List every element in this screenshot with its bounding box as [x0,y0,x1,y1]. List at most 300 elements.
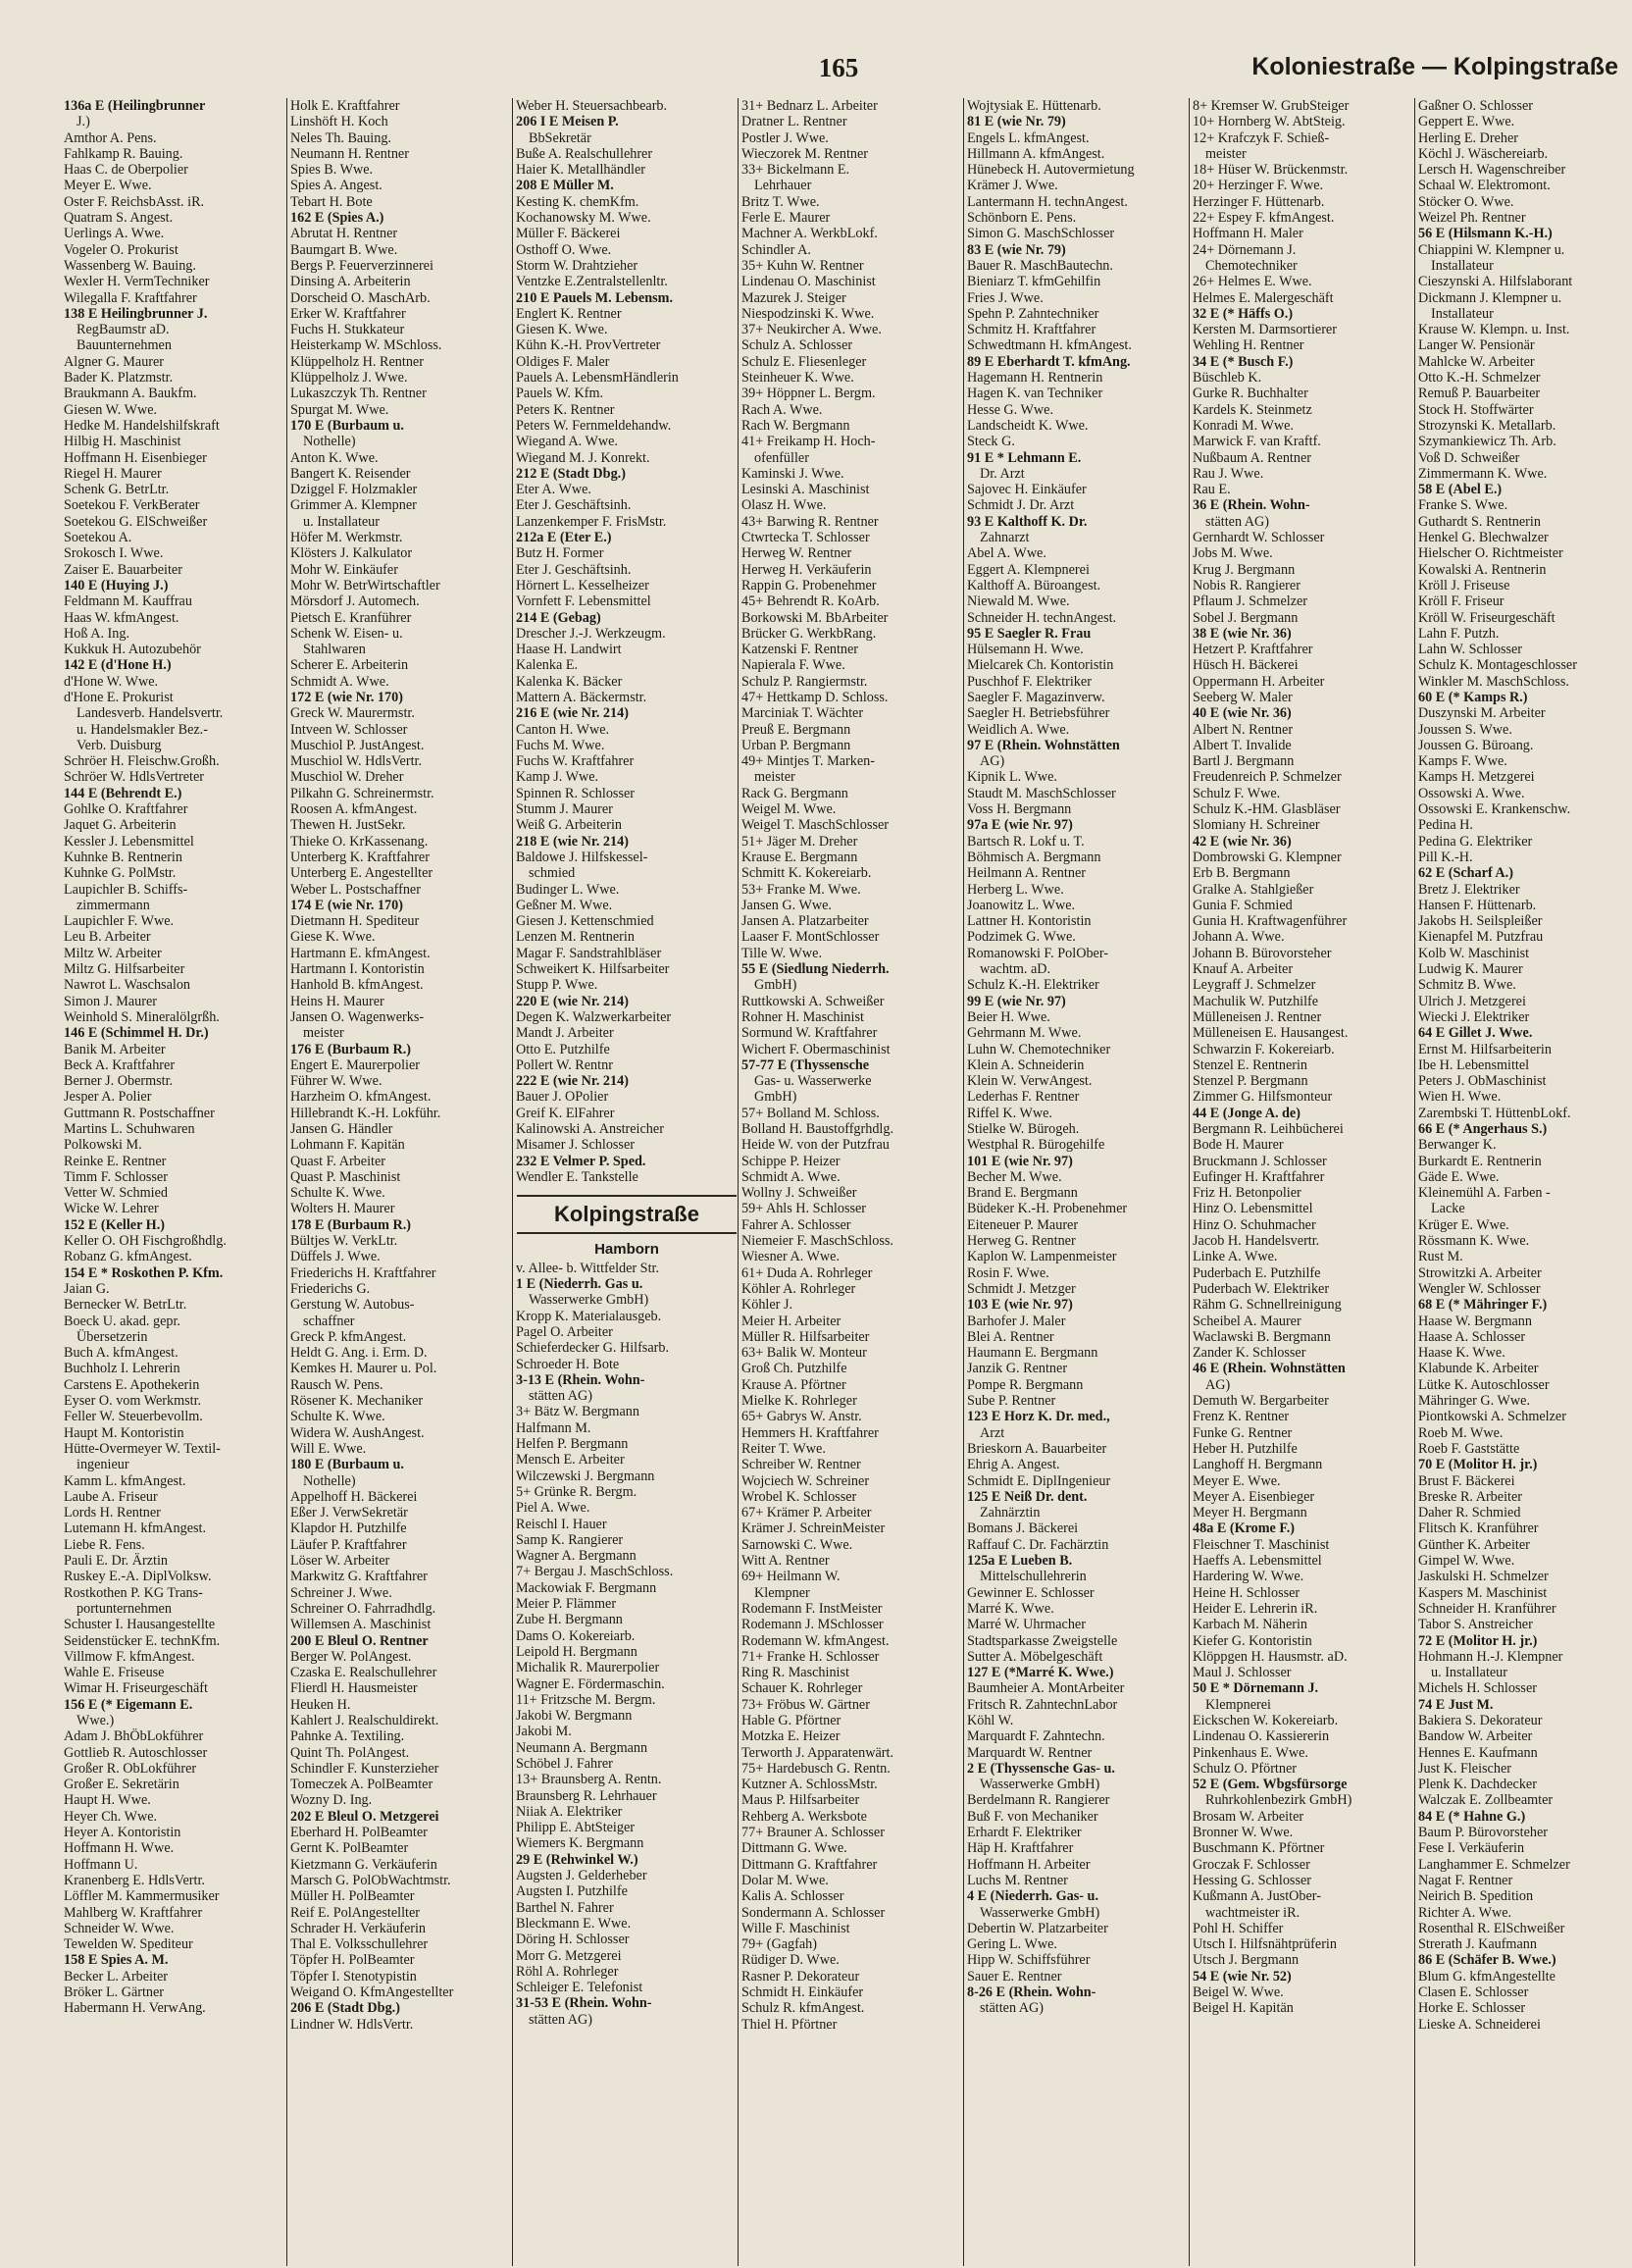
resident-entry: Haas W. kfmAngest. [64,609,179,626]
resident-entry: Nothelle) [303,1472,356,1489]
resident-entry: Just K. Fleischer [1418,1760,1511,1777]
resident-entry: Kessler J. Lebensmittel [64,833,194,850]
resident-entry: Mörsdorf J. Automech. [290,593,420,610]
resident-entry: Pedina G. Elektriker [1418,833,1533,850]
resident-entry: Baumgart B. Wwe. [290,241,398,258]
resident-entry: Tewelden W. Spediteur [64,1936,193,1953]
resident-entry: Marwick F. van Kraftf. [1193,434,1321,450]
resident-entry: Gunia H. Kraftwagenführer [1193,913,1348,930]
house-number-entry: 48a E (Krome F.) [1193,1521,1296,1537]
resident-entry: Puschhof F. Elektriker [967,673,1092,690]
resident-entry: Weigel T. MaschSchlosser [741,817,890,834]
resident-entry: Rach W. Bergmann [741,417,850,434]
resident-entry: Baldowe J. Hilfskessel- [516,849,648,865]
house-number-entry: 60 E (* Kamps R.) [1418,689,1528,705]
resident-entry: Baumheier A. MontArbeiter [967,1680,1125,1697]
resident-entry: Marsch G. PolObWachtmstr. [290,1872,451,1888]
house-number-entry: 158 E Spies A. M. [64,1952,169,1969]
resident-entry: Spies B. Wwe. [290,162,374,179]
resident-entry: Hanhold B. kfmAngest. [290,977,424,994]
resident-entry: Soetekou G. ElSchweißer [64,513,208,530]
resident-entry: Lahn F. Putzh. [1418,625,1500,642]
resident-entry: Erb B. Bergmann [1193,865,1291,882]
resident-entry: Tabor S. Anstreicher [1418,1617,1533,1633]
resident-entry: Schwarzin F. Kokereiarb. [1193,1041,1335,1057]
resident-entry: Jakobi W. Bergmann [516,1708,633,1725]
house-number-entry: 144 E (Behrendt E.) [64,785,182,801]
resident-entry: Ulrich J. Metzgerei [1418,993,1526,1009]
resident-entry: Ferle E. Maurer [741,210,831,227]
resident-entry: Debertin W. Platzarbeiter [967,1920,1108,1936]
resident-entry: Eter J. Geschäftsinh. [516,497,632,514]
resident-entry: Kukkuk H. Autozubehör [64,642,201,658]
resident-entry: Frenz K. Rentner [1193,1409,1290,1425]
resident-entry: Klein A. Schneiderin [967,1057,1085,1073]
resident-entry: Dr. Arzt [980,465,1025,482]
resident-entry: Reischl I. Hauer [516,1516,607,1532]
resident-entry: Stumm J. Maurer [516,801,613,818]
resident-entry: Soetekou F. VerkBerater [64,497,200,514]
resident-entry: Burkardt E. Rentnerin [1418,1153,1542,1169]
resident-entry: 53+ Franke M. Wwe. [741,881,861,898]
resident-entry: Eßer J. VerwSekretär [290,1505,408,1521]
house-number-entry: 42 E (wie Nr. 36) [1193,833,1292,850]
resident-entry: Schulz R. kfmAngest. [741,2000,865,2017]
resident-entry: Zube H. Bergmann [516,1612,623,1628]
resident-entry: Voss H. Bergmann [967,801,1072,818]
resident-entry: Schneider H. Kranführer [1418,1600,1556,1617]
resident-entry: Villmow F. kfmAngest. [64,1648,195,1665]
resident-entry: Reiter T. Wwe. [741,1440,826,1457]
resident-entry: 13+ Braunsberg A. Rentn. [516,1772,662,1788]
resident-entry: Lindenau O. Maschinist [741,274,876,290]
resident-entry: Puderbach E. Putzhilfe [1193,1264,1321,1281]
resident-entry: Büdeker K.-H. Probenehmer [967,1201,1128,1217]
resident-entry: Meier P. Flämmer [516,1596,617,1613]
resident-entry: Stupp P. Wwe. [516,977,598,994]
resident-entry: Dinsing A. Arbeiterin [290,274,411,290]
resident-entry: Muschiol P. JustAngest. [290,737,425,753]
resident-entry: Langer W. Pensionär [1418,337,1535,354]
resident-entry: Wendler E. Tankstelle [516,1168,638,1185]
resident-entry: Bartsch R. Lokf u. T. [967,833,1085,850]
resident-entry: Quast P. Maschinist [290,1168,401,1185]
resident-entry: Albert N. Rentner [1193,721,1294,738]
resident-entry: Schulz F. Wwe. [1193,785,1281,801]
house-number-entry: 74 E Just M. [1418,1696,1494,1713]
resident-entry: Freudenreich P. Schmelzer [1193,769,1342,786]
resident-entry: Kardels K. Steinmetz [1193,401,1312,418]
house-number-entry: 218 E (wie Nr. 214) [516,833,629,850]
resident-entry: meister [1205,145,1247,162]
resident-entry: 33+ Bickelmann E. [741,162,850,179]
resident-entry: wachtmeister iR. [1205,1904,1300,1921]
resident-entry: Laaser F. MontSchlosser [741,929,880,946]
resident-entry: Napierala F. Wwe. [741,657,845,674]
resident-entry: Tebart H. Bote [290,193,373,210]
resident-entry: Lohmann F. Kapitän [290,1137,405,1154]
resident-entry: Fahlkamp R. Bauing. [64,145,183,162]
resident-entry: Ruhrkohlenbezirk GmbH) [1205,1792,1352,1809]
resident-entry: Schwedtmann H. kfmAngest. [967,337,1132,354]
resident-entry: Berwanger K. [1418,1137,1497,1154]
resident-entry: Gunia F. Schmied [1193,897,1293,913]
resident-entry: Mazurek J. Steiger [741,289,846,306]
resident-entry: 12+ Krafczyk F. Schieß- [1193,129,1330,146]
resident-entry: Ossowski E. Krankenschw. [1418,801,1571,818]
resident-entry: Bolland H. Baustoffgrhdlg. [741,1121,894,1137]
resident-entry: Stielke W. Bürogeh. [967,1121,1080,1137]
resident-entry: Hohmann H.-J. Klempner [1418,1648,1563,1665]
house-number-entry: 154 E * Roskothen P. Kfm. [64,1264,224,1281]
resident-entry: Haumann E. Bergmann [967,1345,1098,1362]
resident-entry: Bartl J. Bergmann [1193,753,1295,770]
resident-entry: Löffler M. Kammermusiker [64,1888,220,1905]
resident-entry: Bergs P. Feuerverzinnerei [290,257,434,274]
resident-entry: Dittmann G. Wwe. [741,1840,847,1857]
resident-entry: Lindner W. HdlsVertr. [290,2016,414,2033]
resident-entry: schmied [529,865,576,882]
resident-entry: Gewinner E. Schlosser [967,1584,1095,1601]
resident-entry: Mensch E. Arbeiter [516,1452,625,1469]
resident-entry: Barthel N. Fahrer [516,1899,614,1916]
directory-column [1189,98,1417,2266]
resident-entry: Wojciech W. Schreiner [741,1472,870,1489]
resident-entry: Friz H. Betonpolier [1193,1185,1301,1202]
resident-entry: Simon G. MaschSchlosser [967,226,1115,242]
street-section-heading: Kolpingstraße [517,1195,737,1234]
district-heading: Hamborn [594,1241,659,1259]
resident-entry: Jesper A. Polier [64,1089,152,1106]
resident-entry: stätten AG) [529,1388,593,1405]
resident-entry: Storm W. Drahtzieher [516,257,638,274]
resident-entry: Krämer J. Wwe. [967,178,1058,194]
resident-entry: Schauer K. Rohrleger [741,1680,863,1697]
resident-entry: Jansen G. Händler [290,1121,393,1137]
resident-entry: Voß D. Schweißer [1418,449,1520,466]
resident-entry: Leipold H. Bergmann [516,1643,638,1660]
resident-entry: Weber H. Steuersachbearb. [516,98,668,114]
resident-entry: Dorscheid O. MaschArb. [290,289,431,306]
resident-entry: Herberg L. Wwe. [967,881,1064,898]
resident-entry: Miltz W. Arbeiter [64,945,162,961]
resident-entry: Willemsen A. Maschinist [290,1617,432,1633]
house-number-entry: 56 E (Hilsmann K.-H.) [1418,226,1553,242]
resident-entry: Drescher J.-J. Werkzeugm. [516,625,666,642]
resident-entry: Wiemers K. Bergmann [516,1835,644,1852]
house-number-entry: 172 E (wie Nr. 170) [290,689,403,705]
resident-entry: v. Allee- b. Wittfelder Str. [516,1260,660,1276]
resident-entry: Hinz O. Lebensmittel [1193,1201,1313,1217]
house-number-entry: 84 E (* Hahne G.) [1418,1808,1526,1825]
resident-entry: AG) [1205,1376,1231,1393]
resident-entry: Wien H. Wwe. [1418,1089,1502,1106]
resident-entry: Rau J. Wwe. [1193,465,1264,482]
resident-entry: Brust F. Bäckerei [1418,1472,1515,1489]
resident-entry: Bode H. Maurer [1193,1137,1284,1154]
resident-entry: Duszynski M. Arbeiter [1418,705,1546,722]
resident-entry: Halfmann M. [516,1419,591,1436]
resident-entry: Augsten I. Putzhilfe [516,1883,628,1900]
resident-entry: Rössmann K. Wwe. [1418,1233,1530,1250]
resident-entry: Marquardt F. Zahntechn. [967,1728,1105,1745]
resident-entry: Pedina H. [1418,817,1473,834]
resident-entry: Hillebrandt K.-H. Lokführ. [290,1105,441,1121]
resident-entry: Beigel H. Kapitän [1193,2000,1294,2017]
resident-entry: Guttmann R. Postschaffner [64,1105,215,1121]
resident-entry: Amthor A. Pens. [64,129,157,146]
resident-entry: Ludwig K. Maurer [1418,961,1523,978]
resident-entry: Wassenberg W. Bauing. [64,257,196,274]
resident-entry: Spinnen R. Schlosser [516,785,635,801]
resident-entry: Köhler A. Rohrleger [741,1280,856,1297]
resident-entry: Friederichs H. Kraftfahrer [290,1264,436,1281]
resident-entry: Lütke K. Autoschlosser [1418,1376,1550,1393]
resident-entry: Algner G. Maurer [64,353,165,370]
resident-entry: Haier K. Metallhändler [516,162,645,179]
page-number: 165 [818,53,859,82]
house-number-entry: 146 E (Schimmel H. Dr.) [64,1025,209,1042]
resident-entry: Sarnowski C. Wwe. [741,1536,853,1553]
resident-entry: Bretz J. Elektriker [1418,881,1520,898]
resident-entry: Hoffmann H. Wwe. [64,1840,175,1857]
resident-entry: Ernst M. Hilfsarbeiterin [1418,1041,1552,1057]
resident-entry: Schaal W. Elektromont. [1418,178,1551,194]
resident-entry: Haupt H. Wwe. [64,1792,151,1809]
house-number-entry: 123 E Horz K. Dr. med., [967,1409,1110,1425]
resident-entry: Kamps H. Metzgerei [1418,769,1535,786]
resident-entry: Brücker G. WerkbRang. [741,625,877,642]
house-number-entry: 64 E Gillet J. Wwe. [1418,1025,1533,1042]
resident-entry: Schenk G. BetrLtr. [64,482,170,498]
resident-entry: Stöcker O. Wwe. [1418,193,1514,210]
resident-entry: Hütte-Overmeyer W. Textil- [64,1440,221,1457]
resident-entry: Janzik G. Rentner [967,1361,1068,1377]
resident-entry: Berger W. PolAngest. [290,1648,412,1665]
resident-entry: Schmidt A. Wwe. [290,673,389,690]
resident-entry: Gaßner O. Schlosser [1418,98,1534,114]
resident-entry: Ehrig A. Angest. [967,1457,1060,1473]
resident-entry: Podzimek G. Wwe. [967,929,1076,946]
resident-entry: Schneider W. Wwe. [64,1920,175,1936]
resident-entry: Kleinemühl A. Farben - [1418,1185,1551,1202]
resident-entry: Helmes E. Malergeschäft [1193,289,1334,306]
resident-entry: Scheibel A. Maurer [1193,1313,1301,1329]
resident-entry: Lehrhauer [754,178,812,194]
resident-entry: Muschiol W. HdlsVertr. [290,753,422,770]
house-number-entry: 216 E (wie Nr. 214) [516,705,629,722]
resident-entry: Hagen K. van Techniker [967,386,1103,402]
resident-entry: Kahlert J. Realschuldirekt. [290,1712,439,1728]
resident-entry: Kowalski A. Rentnerin [1418,561,1547,578]
resident-entry: Haupt M. Kontoristin [64,1424,184,1441]
resident-entry: Marré W. Uhrmacher [967,1617,1086,1633]
resident-entry: Stahlwaren [303,642,366,658]
resident-entry: Hedke M. Handelshilfskraft [64,417,220,434]
resident-entry: Nawrot L. Waschsalon [64,977,191,994]
resident-entry: Rohner H. Maschinist [741,1008,864,1025]
resident-entry: schaffner [303,1313,355,1329]
resident-entry: Laupichler F. Wwe. [64,913,175,930]
resident-entry: Laube A. Friseur [64,1488,158,1505]
resident-entry: Pahnke A. Textiling. [290,1728,405,1745]
resident-entry: Eufinger H. Kraftfahrer [1193,1168,1325,1185]
resident-entry: meister [754,769,795,786]
resident-entry: Adam J. BhÖbLokführer [64,1728,204,1745]
resident-entry: 26+ Helmes E. Wwe. [1193,274,1312,290]
house-number-entry: 55 E (Siedlung Niederrh. [741,961,890,978]
resident-entry: Führer W. Wwe. [290,1073,382,1090]
resident-entry: Schmidt J. Dr. Arzt [967,497,1075,514]
resident-entry: Vornfett F. Lebensmittel [516,593,651,610]
resident-entry: Appelhoff H. Bäckerei [290,1488,418,1505]
resident-entry: Köhler J. [741,1297,793,1314]
resident-entry: Hillmann A. kfmAngest. [967,145,1105,162]
resident-entry: Steinheuer K. Wwe. [741,370,854,387]
resident-entry: Düffels J. Wwe. [290,1249,381,1265]
resident-entry: Bröker L. Gärtner [64,1984,165,2001]
resident-entry: Michels H. Schlosser [1418,1680,1537,1697]
house-number-entry: 170 E (Burbaum u. [290,417,404,434]
house-number-entry: 125a E Lueben B. [967,1553,1073,1570]
resident-entry: Sormund W. Kraftfahrer [741,1025,878,1042]
resident-entry: Osthoff O. Wwe. [516,241,612,258]
resident-entry: Bauunternehmen [76,337,172,354]
resident-entry: Wagner E. Fördermaschin. [516,1675,665,1692]
resident-entry: Bernecker W. BetrLtr. [64,1297,187,1314]
resident-entry: Pollert W. Rentnr [516,1057,613,1073]
resident-entry: Karbach M. Näherin [1193,1617,1307,1633]
resident-entry: Bakiera S. Dekorateur [1418,1712,1543,1728]
resident-entry: Schulte K. Wwe. [290,1409,385,1425]
house-number-entry: 1 E (Niederrh. Gas u. [516,1276,643,1293]
resident-entry: Oppermann H. Arbeiter [1193,673,1325,690]
resident-entry: Maul J. Schlosser [1193,1665,1292,1681]
resident-entry: Waclawski B. Bergmann [1193,1328,1331,1345]
resident-entry: ofenfüller [754,449,809,466]
resident-entry: 18+ Hüser W. Brückenmstr. [1193,162,1349,179]
house-number-entry: 214 E (Gebag) [516,609,601,626]
resident-entry: Hilbig H. Maschinist [64,434,181,450]
resident-entry: RegBaumstr aD. [76,322,170,338]
resident-entry: Landscheidt K. Wwe. [967,417,1089,434]
resident-entry: Feldmann M. Kauffrau [64,593,192,610]
resident-entry: Will E. Wwe. [290,1440,367,1457]
resident-entry: 49+ Mintjes T. Marken- [741,753,875,770]
resident-entry: Bieniarz T. kfmGehilfin [967,274,1101,290]
resident-entry: Kropp K. Materialausgeb. [516,1308,662,1324]
resident-entry: Nothelle) [303,434,356,450]
resident-entry: Quint Th. PolAngest. [290,1744,410,1761]
resident-entry: Britz T. Wwe. [741,193,820,210]
resident-entry: Kalinowski A. Anstreicher [516,1121,664,1137]
resident-entry: Saegler H. Betriebsführer [967,705,1110,722]
resident-entry: Rüdiger D. Wwe. [741,1952,840,1969]
resident-entry: Klabunde K. Arbeiter [1418,1361,1539,1377]
resident-entry: Piontkowski A. Schmelzer [1418,1409,1566,1425]
directory-column [963,98,1192,2266]
resident-entry: Kaminski J. Wwe. [741,465,844,482]
resident-entry: Uerlings A. Wwe. [64,226,165,242]
resident-entry: Strowitzki A. Arbeiter [1418,1264,1542,1281]
resident-entry: Hesse G. Wwe. [967,401,1053,418]
resident-entry: Quast F. Arbeiter [290,1153,385,1169]
resident-entry: Kaplon W. Lampenmeister [967,1249,1117,1265]
resident-entry: Philipp E. AbtSteiger [516,1820,635,1836]
resident-entry: AG) [980,753,1005,770]
resident-entry: Hoß A. Ing. [64,625,129,642]
resident-entry: Lenzen M. Rentnerin [516,929,635,946]
resident-entry: Weizel Ph. Rentner [1418,210,1526,227]
resident-entry: Berdelmann R. Rangierer [967,1792,1110,1809]
resident-entry: d'Hone E. Prokurist [64,689,174,705]
resident-entry: Bangert K. Reisender [290,465,411,482]
resident-entry: Canton H. Wwe. [516,721,610,738]
resident-entry: Lersch H. Wagenschreiber [1418,162,1566,179]
resident-entry: 51+ Jäger M. Dreher [741,833,858,850]
resident-entry: Bauer J. OPolier [516,1089,609,1106]
resident-entry: Remuß P. Bauarbeiter [1418,386,1541,402]
resident-entry: Tomeczek A. PolBeamter [290,1777,434,1793]
resident-entry: Chemotechniker [1205,257,1298,274]
resident-entry: Hoffmann H. Maler [1193,226,1303,242]
resident-entry: Nußbaum A. Rentner [1193,449,1311,466]
resident-entry: Strerath J. Kaufmann [1418,1936,1537,1953]
resident-entry: Schieferdecker G. Hilfsarb. [516,1340,669,1357]
resident-entry: Boeck U. akad. gepr. [64,1313,180,1329]
house-number-entry: 174 E (wie Nr. 170) [290,897,403,913]
resident-entry: Machner A. WerkbLokf. [741,226,878,242]
resident-entry: Töpfer H. PolBeamter [290,1952,415,1969]
resident-entry: Wiegand A. Wwe. [516,434,618,450]
resident-entry: Feller W. Steuerbevollm. [64,1409,203,1425]
resident-entry: Horke E. Schlosser [1418,2000,1526,2017]
resident-entry: Scherer E. Arbeiterin [290,657,409,674]
resident-entry: Häp H. Kraftfahrer [967,1840,1074,1857]
resident-entry: Mohr W. Einkäufer [290,561,398,578]
resident-entry: Breske R. Arbeiter [1418,1488,1522,1505]
resident-entry: Engert E. Maurerpolier [290,1057,420,1073]
resident-entry: Installateur [1431,305,1494,322]
resident-entry: Augsten J. Gelderheber [516,1868,647,1884]
resident-entry: Mattern A. Bäckermstr. [516,689,647,705]
resident-entry: Urban P. Bergmann [741,737,851,753]
resident-entry: Weiß G. Arbeiterin [516,817,622,834]
resident-entry: Sauer E. Rentner [967,1968,1062,1984]
house-number-entry: 44 E (Jonge A. de) [1193,1105,1300,1121]
resident-entry: Hable G. Pförtner [741,1712,842,1728]
resident-entry: Pill K.-H. [1418,849,1473,865]
house-number-entry: 208 E Müller M. [516,178,614,194]
resident-entry: Hinz O. Schuhmacher [1193,1216,1316,1233]
resident-entry: Hardering W. Wwe. [1193,1569,1304,1585]
resident-entry: 11+ Fritzsche M. Bergm. [516,1691,656,1708]
resident-entry: Holk E. Kraftfahrer [290,98,400,114]
resident-entry: Pauels A. LebensmHändlerin [516,370,679,387]
resident-entry: Ossowski A. Wwe. [1418,785,1525,801]
resident-entry: Kersten M. Darmsortierer [1193,322,1337,338]
resident-entry: Kühn K.-H. ProvVertreter [516,337,661,354]
resident-entry: Jakobs H. Seilspleißer [1418,913,1543,930]
resident-entry: Mahlcke W. Arbeiter [1418,353,1535,370]
house-number-entry: 57-77 E (Thyssensche [741,1057,870,1073]
resident-entry: Berner J. Obermstr. [64,1073,174,1090]
resident-entry: Jacob H. Handelsvertr. [1193,1233,1320,1250]
resident-entry: Miltz G. Hilfsarbeiter [64,961,185,978]
resident-entry: Eiteneuer P. Maurer [967,1216,1079,1233]
resident-entry: Heber H. Putzhilfe [1193,1440,1298,1457]
resident-entry: meister [303,1025,344,1042]
